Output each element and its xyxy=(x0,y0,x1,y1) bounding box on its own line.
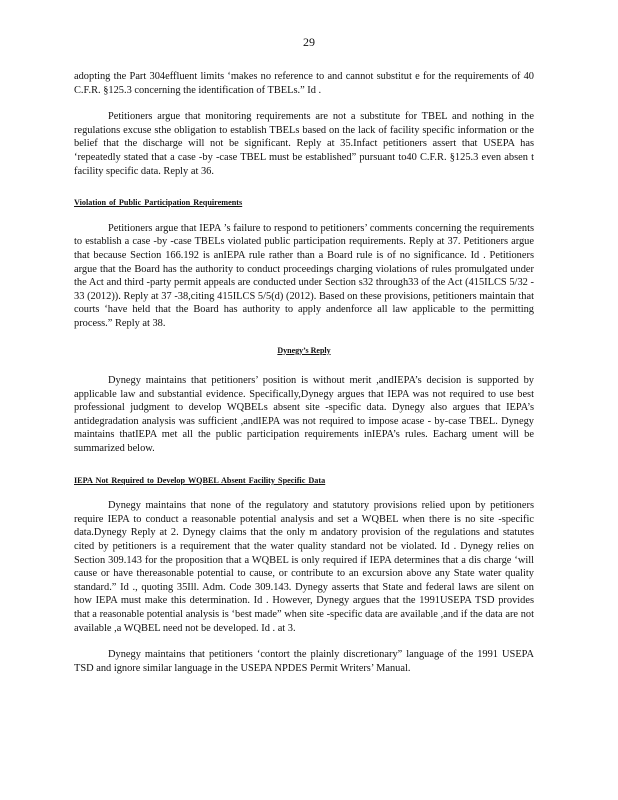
paragraph-public-participation: Petitioners argue that IEPA ’s failure to respond to petitioners’ comments concerning the requirements to establish a case -by -case TBELs violated public participation requirements. Reply at 37. Petitioners argue that because Section 166.192 is anIEPA rule rather than a Board rule is of no significance. Id . Petitioners argue that the Board has the authority to conduct proceedings charging violations of rules promulgated under the Act and third -party permit appeals are conducted under Section s32 through33 of the Act (415ILCS 5/32 - 33 (2012)). Reply at 37 -38,citing 415ILCS 5/5(d) (2012). Based on these provisions, petitioners maintain that courts ‘have held that the Board has authority to apply andenforce all law applicable to the permitting process.” Reply at 38. xyxy=(74,222,534,329)
section-heading-dynegy-reply: Dynegy’s Reply xyxy=(277,345,331,355)
paragraph-tsd-argument: Dynegy maintains that petitioners ‘contort the plainly discretionary” language of the 1991 USEPA TSD and ignore similar language in the USEPA NPDES Permit Writers’ Manual. xyxy=(74,649,534,674)
section-heading-wqbel: IEPA Not Required to Develop WQBEL Absent Facility Specific Data xyxy=(74,475,326,485)
paragraph-wqbel-argument: Dynegy maintains that none of the regulatory and statutory provisions relied upon by petitioners require IEPA to conduct a reasonable potential analysis and set a WQBEL when there is no site -specific data.Dynegy Reply at 2. Dynegy claims that the only m andatory provision of the regulations and statutes cited by petitioners is a requirement that the water quality standard not be violated. Id . Dynegy relies on Section 309.143 for the proposition that a WQBEL is only required if IEPA determines that a dis charge ‘will cause or have thereasonable potential to cause, or contribute to an excursion above any State water quality standard.” Id ., quoting 35Ill. Adm. Code 309.143. Dynegy asserts that State and federal laws are silent on how IEPA must make this determination. Id . However, Dynegy argues that the 1991USEPA TSD provides that a reasonable potential analysis is ‘best made” when site -specific data are available ,and if the data are not available ,a WQBEL need not be developed. Id . at 3. xyxy=(74,500,534,634)
page-number: 29 xyxy=(303,35,315,49)
paragraph-monitoring-argument: Petitioners argue that monitoring requirements are not a substitute for TBEL and nothing in the regulations excuse sthe obligation to establish TBELs based on the lack of facility specific information or the belief that the discharge will not be significant. Reply at 35.Infact petitioners assert that USEPA has ‘repeatedly stated that a case -by -case TBEL must be established” pursuant to40 C.F.R. §125.3 even absen t facility specific data. Reply at 36. xyxy=(74,111,534,177)
section-heading-public-participation: Violation of Public Participation Requirements xyxy=(74,198,243,208)
paragraph-dynegy-overview: Dynegy maintains that petitioners’ position is without merit ,andIEPA’s decision is supported by applicable law and substantial evidence. Specifically,Dynegy argues that IEPA was not required to use best professional judgment to develop WQBELs absent site -specific data. Dynegy also argues that IEPA’s antidegradation analysis was sufficient ,andIEPA was not required to impose acase - by-case TBEL. Dynegy maintains thatIEPA met all the public participation requirements inIEPA’s rules. Eacharg ument will be summarized below. xyxy=(74,375,534,455)
document-body xyxy=(74,70,534,675)
paragraph-tbel-continuation: adopting the Part 304effluent limits ‘makes no reference to and cannot substitut e for the requirements of 40 C.F.R. §125.3 concerning the identification of TBELs.” Id . xyxy=(74,71,534,96)
